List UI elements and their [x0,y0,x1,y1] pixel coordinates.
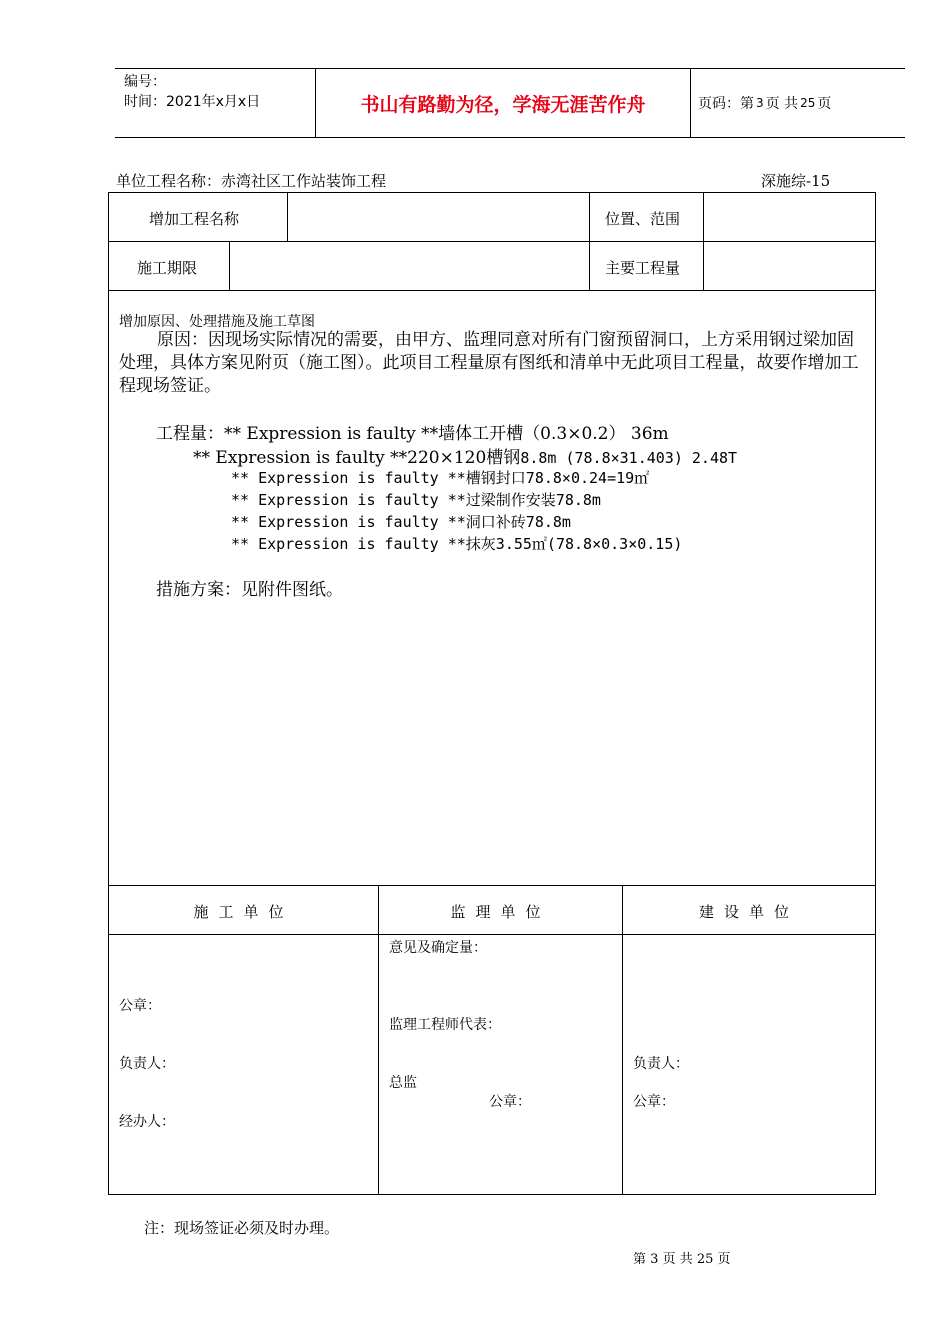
quantity-line-4: ** Expression is faulty **过梁制作安装78.8m [231,491,601,509]
construction-seal-label: 公章： [119,998,161,1014]
header-info-cell [115,69,315,137]
quantity-line-2 [193,443,737,468]
reason-section-title: 增加原因、处理措施及施工草图 [119,314,315,330]
page-header [115,68,905,138]
footer-total: 25 [696,1252,714,1267]
owner-seal-label: 公章： [633,1094,675,1110]
row-divider [109,885,875,886]
site-visa-form [108,192,876,1195]
footer-mid: 页 共 [662,1252,693,1267]
quantity-line-3: ** Expression is faulty **槽钢封口78.8×0.24=19㎡ [231,469,650,487]
supervision-unit-header: 监理单位 [450,902,551,921]
added-work-name-label: 增加工程名称 [149,210,240,228]
quantity-line-2-head: ** Expression is faulty **220×120槽钢 [193,448,521,468]
header-page-number [698,69,831,137]
main-quantity-label: 主要工程量 [605,259,681,277]
quantity-line-1: 工程量：** Expression is faulty **墙体工开槽（0.3×0.2） 36m [156,424,669,444]
document-number-label: 编号： [124,74,166,90]
page-total: 25 [800,96,816,110]
column-divider [229,241,230,290]
column-divider [287,193,288,241]
supervision-engineer-label: 监理工程师代表： [389,1017,501,1033]
quantity-line-2-tail: 8.8m (78.8×31.403) 2.48T [520,449,738,467]
row-divider [109,290,875,291]
footer-current: 3 [650,1252,659,1267]
construction-handler-label: 经办人： [119,1114,175,1130]
footer-suffix: 页 [717,1252,731,1267]
quantity-line-6: ** Expression is faulty **抹灰3.55㎡(78.8×0.3×0.15) [231,535,683,553]
supervision-opinion-label: 意见及确定量： [389,940,487,956]
construction-unit-header: 施工单位 [193,902,294,921]
construction-responsible-label: 负责人： [119,1056,175,1072]
form-code: 深施综-15 [761,172,831,190]
page-prefix: 页码：第 [698,96,754,112]
note-text: 注：现场签证必须及时办理。 [144,1219,340,1237]
header-motto: 书山有路勤为径，学海无涯苦作舟 [315,69,691,137]
supervision-seal-label: 公章： [489,1094,531,1110]
document-time: 时间：2021年x月x日 [124,94,261,110]
footer-prefix: 第 [633,1252,647,1267]
location-scope-label: 位置、范围 [605,210,681,228]
owner-unit-header: 建设单位 [698,902,799,921]
reason-text: 原因：因现场实际情况的需要，由甲方、监理同意对所有门窗预留洞口，上方采用钢过梁加固处理，具体方案见附页（施工图）。此项目工程量原有图纸和清单中无此项目工程量，故要作增加工程现场签证。 [119,330,859,396]
page-current: 3 [756,96,764,110]
row-divider [109,241,875,242]
construction-period-label: 施工期限 [137,259,198,277]
project-name: 单位工程名称：赤湾社区工作站装饰工程 [116,172,387,190]
owner-responsible-label: 负责人： [633,1056,689,1072]
quantity-line-5: ** Expression is faulty **洞口补砖78.8m [231,513,571,531]
column-divider [589,193,590,290]
supervision-chief-label: 总监 [389,1075,417,1091]
page-mid: 页 共 [765,96,799,112]
column-divider [703,193,704,290]
page-suffix: 页 [817,96,832,112]
footer-page-number [633,1248,731,1267]
measures-text: 措施方案：见附件图纸。 [156,580,343,600]
